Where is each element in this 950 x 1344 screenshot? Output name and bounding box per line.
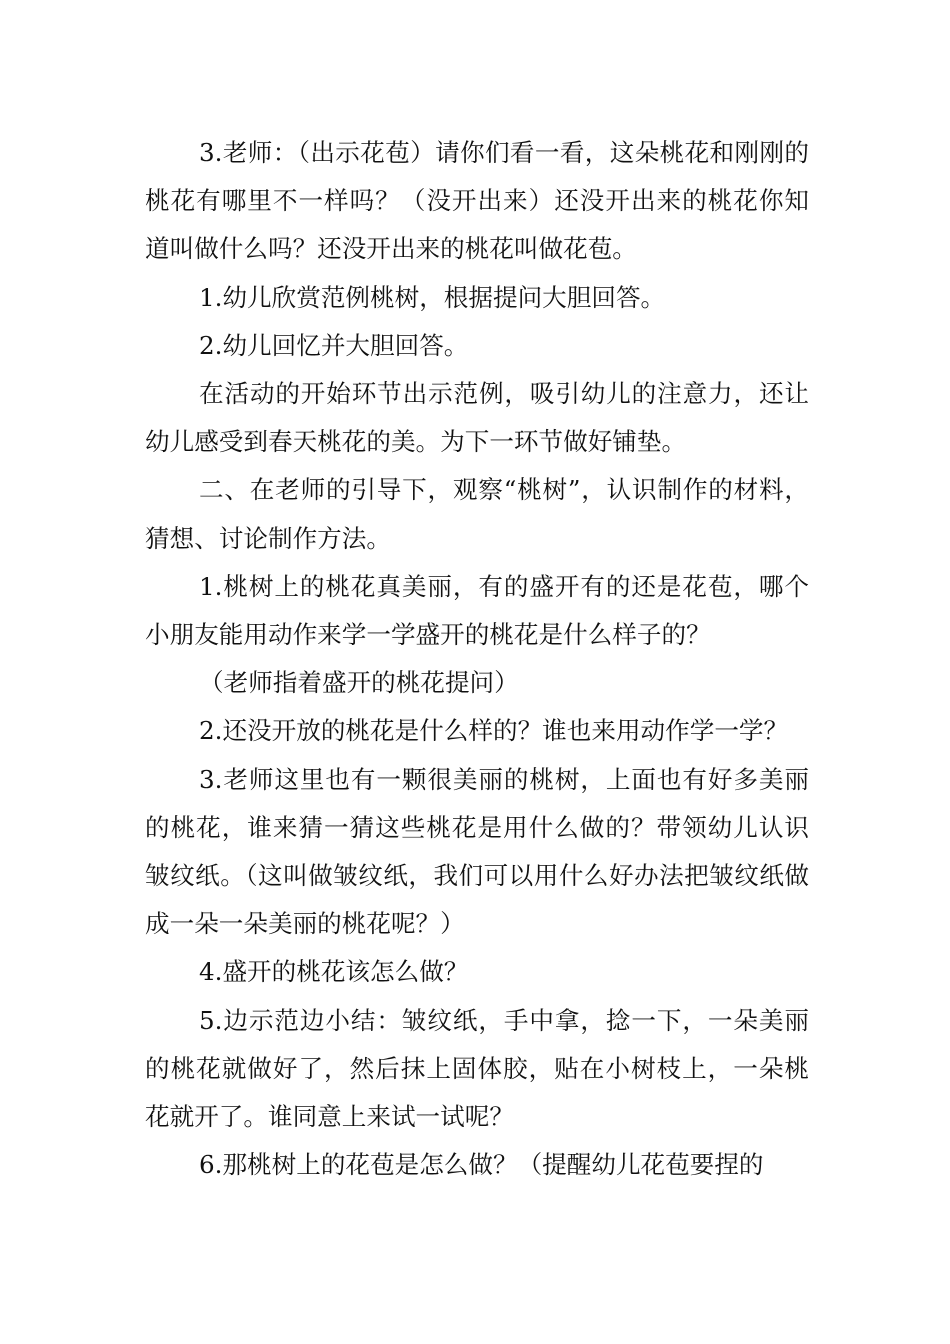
paragraph-section-two-heading: 二、在老师的引导下，观察“桃树”，认识制作的材料，猜想、讨论制作方法。 <box>145 475 809 553</box>
paragraph-step-5: 5.边示范边小结：皱纹纸，手中拿，捻一下，一朵美丽的桃花就做好了，然后抹上固体胶，贴在小树枝上，一朵桃花就开了。谁同意上来试一试呢？ <box>145 1005 809 1132</box>
paragraph-teacher-shows-bud: 3.老师：（出示花苞）请你们看一看，这朵桃花和刚刚的桃花有哪里不一样吗？（没开出来）还没开出来的桃花你知道叫做什么吗？还没开出来的桃花叫做花苞。 <box>145 138 809 264</box>
paragraph-step-6: 6.那桃树上的花苞是怎么做？（提醒幼儿花苞要捏的 <box>199 1150 764 1180</box>
paragraph-teacher-note: （老师指着盛开的桃花提问） <box>199 668 519 698</box>
paragraph-activity-start-note: 在活动的开始环节出示范例，吸引幼儿的注意力，还让幼儿感受到春天桃花的美。为下一环节做好铺垫。 <box>145 379 809 457</box>
paragraph-step-4: 4.盛开的桃花该怎么做？ <box>199 957 469 987</box>
paragraph-children-appreciate: 1.幼儿欣赏范例桃树，根据提问大胆回答。 <box>199 282 666 312</box>
paragraph-step-1: 1.桃树上的桃花真美丽，有的盛开有的还是花苞，哪个小朋友能用动作来学一学盛开的桃花是什么样子的？ <box>145 571 809 650</box>
paragraph-children-recall: 2.幼儿回忆并大胆回答。 <box>199 330 469 360</box>
document-body <box>145 129 809 1189</box>
paragraph-step-3: 3.老师这里也有一颗很美丽的桃树，上面也有好多美丽的桃花，谁来猜一猜这些桃花是用什么做的？带领幼儿认识皱纹纸。（这叫做皱纹纸，我们可以用什么好办法把皱纹纸做成一朵一朵美丽的桃花呢？） <box>145 764 809 939</box>
paragraph-step-2: 2.还没开放的桃花是什么样的？谁也来用动作学一学？ <box>199 716 789 746</box>
